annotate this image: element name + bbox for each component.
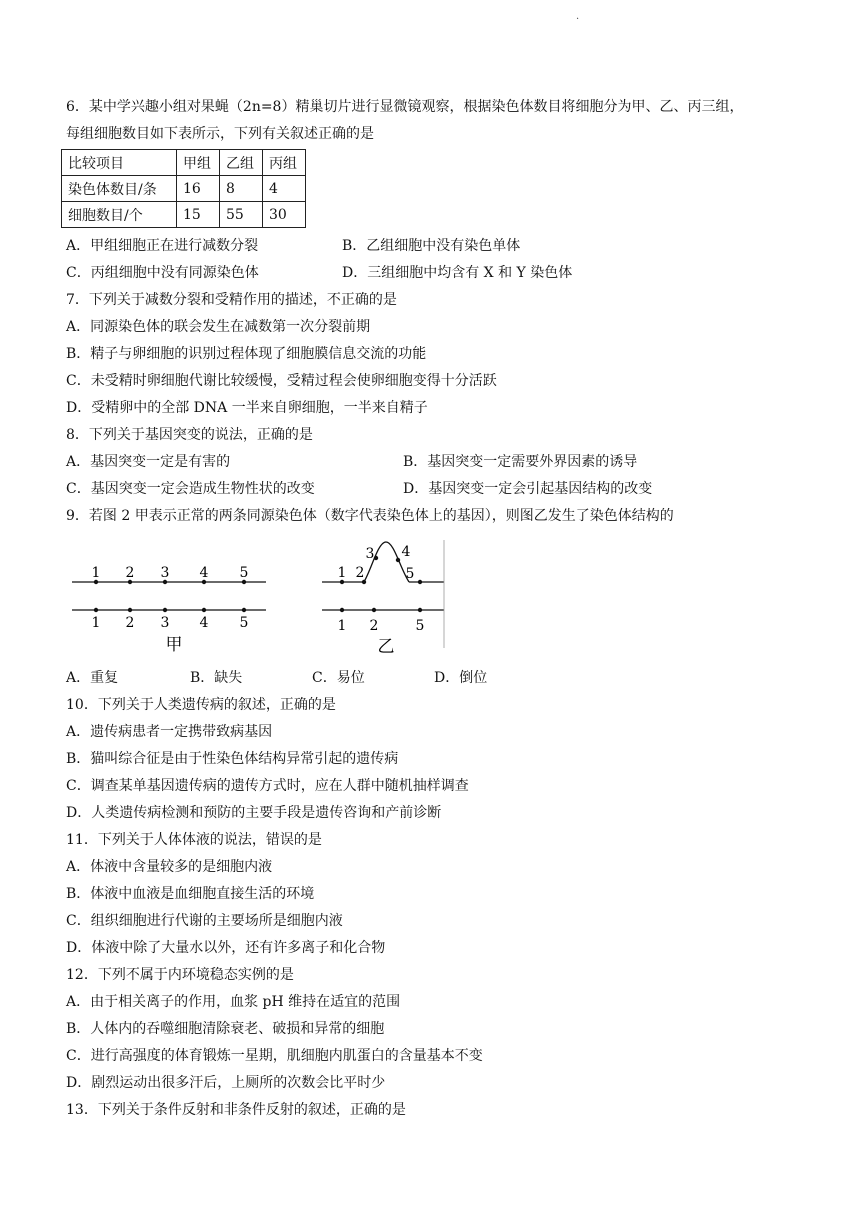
q8-option-c: C．基因突变一定会造成生物性状的改变 (66, 481, 315, 497)
q6-option-b: B．乙组细胞中没有染色单体 (342, 238, 521, 254)
gene-label: 5 (415, 618, 425, 634)
table-cell: 16 (177, 176, 220, 202)
table-header-cell: 乙组 (220, 150, 263, 176)
gene-label: 4 (199, 565, 209, 581)
gene-label: 1 (337, 618, 347, 634)
gene-label: 5 (239, 565, 249, 581)
table-cell: 15 (177, 202, 220, 228)
table-cell: 8 (220, 176, 263, 202)
q11-option-d: D．体液中除了大量水以外，还有许多离子和化合物 (66, 940, 386, 956)
q6-stem-line1: 6．某中学兴趣小组对果蝇（2n=8）精巢切片进行显微镜观察，根据染色体数目将细胞分为甲、乙、丙三组， (66, 99, 744, 115)
q12-option-a: A．由于相关离子的作用，血浆 pH 维持在适宜的范围 (66, 994, 401, 1010)
q11-option-c: C．组织细胞进行代谢的主要场所是细胞内液 (66, 913, 343, 929)
q11-option-a: A．体液中含量较多的是细胞内液 (66, 859, 273, 875)
gene-dot (340, 608, 344, 612)
q10-option-a: A．遗传病患者一定携带致病基因 (66, 724, 273, 740)
gene-dot (242, 608, 246, 612)
gene-dot (163, 608, 167, 612)
q11-option-b: B．体液中血液是血细胞直接生活的环境 (66, 886, 315, 902)
q7-stem: 7．下列关于减数分裂和受精作用的描述，不正确的是 (66, 292, 397, 308)
q12-option-d: D．剧烈运动出很多汗后，上厕所的次数会比平时少 (66, 1075, 386, 1091)
table-cell: 染色体数目/条 (62, 176, 177, 202)
table-cell: 30 (263, 202, 306, 228)
q9-option-a: A．重复 (66, 670, 119, 686)
chromosome-figure (60, 540, 460, 658)
q10-option-d: D．人类遗传病检测和预防的主要手段是遗传咨询和产前诊断 (66, 805, 442, 821)
gene-label: 2 (355, 565, 365, 581)
q12-option-b: B．人体内的吞噬细胞清除衰老、破损和异常的细胞 (66, 1021, 385, 1037)
figure-jia (72, 565, 266, 655)
q6-option-a: A．甲组细胞正在进行减数分裂 (66, 238, 259, 254)
q8-option-b: B．基因突变一定需要外界因素的诱导 (403, 454, 638, 470)
q10-stem: 10．下列关于人类遗传病的叙述，正确的是 (66, 697, 336, 713)
gene-label: 3 (365, 546, 375, 562)
gene-label: 3 (160, 615, 170, 631)
table-header-row (62, 150, 306, 176)
q9-option-c: C．易位 (312, 670, 365, 686)
gene-label: 5 (239, 615, 249, 631)
gene-label: 3 (160, 565, 170, 581)
q9-option-b: B．缺失 (190, 670, 243, 686)
figure-yi (322, 540, 444, 657)
gene-label: 1 (337, 565, 347, 581)
gene-label: 4 (401, 544, 411, 560)
q6-stem-line2: 每组细胞数目如下表所示，下列有关叙述正确的是 (66, 126, 374, 142)
q13-stem: 13．下列关于条件反射和非条件反射的叙述，正确的是 (66, 1102, 406, 1118)
q6-option-d: D．三组细胞中均含有 X 和 Y 染色体 (342, 265, 573, 281)
table-cell: 细胞数目/个 (62, 202, 177, 228)
header-mark: · (576, 14, 580, 25)
gene-dot (418, 580, 422, 584)
table-cell: 55 (220, 202, 263, 228)
q8-option-d: D．基因突变一定会引起基因结构的改变 (403, 481, 653, 497)
table-header-cell: 丙组 (263, 150, 306, 176)
table-cell: 4 (263, 176, 306, 202)
gene-label: 5 (405, 566, 415, 582)
q11-stem: 11．下列关于人体体液的说法，错误的是 (66, 832, 322, 848)
table-header-cell: 比较项目 (62, 150, 177, 176)
q9-option-d: D．倒位 (434, 670, 488, 686)
q10-option-c: C．调查某单基因遗传病的遗传方式时，应在人群中随机抽样调查 (66, 778, 469, 794)
table-header-cell: 甲组 (177, 150, 220, 176)
gene-label: 1 (91, 565, 101, 581)
q7-option-d: D．受精卵中的全部 DNA 一半来自卵细胞，一半来自精子 (66, 400, 428, 416)
q8-stem: 8．下列关于基因突变的说法，正确的是 (66, 427, 313, 443)
q7-option-b: B．精子与卵细胞的识别过程体现了细胞膜信息交流的功能 (66, 346, 427, 362)
gene-label: 1 (91, 615, 101, 631)
gene-dot (128, 608, 132, 612)
gene-label: 2 (369, 618, 379, 634)
q10-option-b: B．猫叫综合征是由于性染色体结构异常引起的遗传病 (66, 751, 399, 767)
figure-caption-yi: 乙 (377, 637, 395, 657)
gene-label: 4 (199, 615, 209, 631)
q7-option-a: A．同源染色体的联会发生在减数第一次分裂前期 (66, 319, 371, 335)
q9-stem: 9．若图 2 甲表示正常的两条同源染色体（数字代表染色体上的基因），则图乙发生了染色体结构的 (66, 508, 674, 524)
table-row (62, 176, 306, 202)
q6-option-c: C．丙组细胞中没有同源染色体 (66, 265, 259, 281)
gene-dot (202, 608, 206, 612)
q12-option-c: C．进行高强度的体育锻炼一星期，肌细胞内肌蛋白的含量基本不变 (66, 1048, 483, 1064)
gene-dot (418, 608, 422, 612)
comparison-table (61, 149, 306, 228)
gene-label: 2 (125, 565, 135, 581)
q7-option-c: C．未受精时卵细胞代谢比较缓慢，受精过程会使卵细胞变得十分活跃 (66, 373, 497, 389)
gene-dot (372, 608, 376, 612)
q12-stem: 12．下列不属于内环境稳态实例的是 (66, 967, 294, 983)
figure-caption-jia: 甲 (165, 635, 183, 655)
q8-option-a: A．基因突变一定是有害的 (66, 454, 231, 470)
gene-label: 2 (125, 615, 135, 631)
table-row (62, 202, 306, 228)
gene-dot (396, 558, 400, 562)
gene-dot (94, 608, 98, 612)
